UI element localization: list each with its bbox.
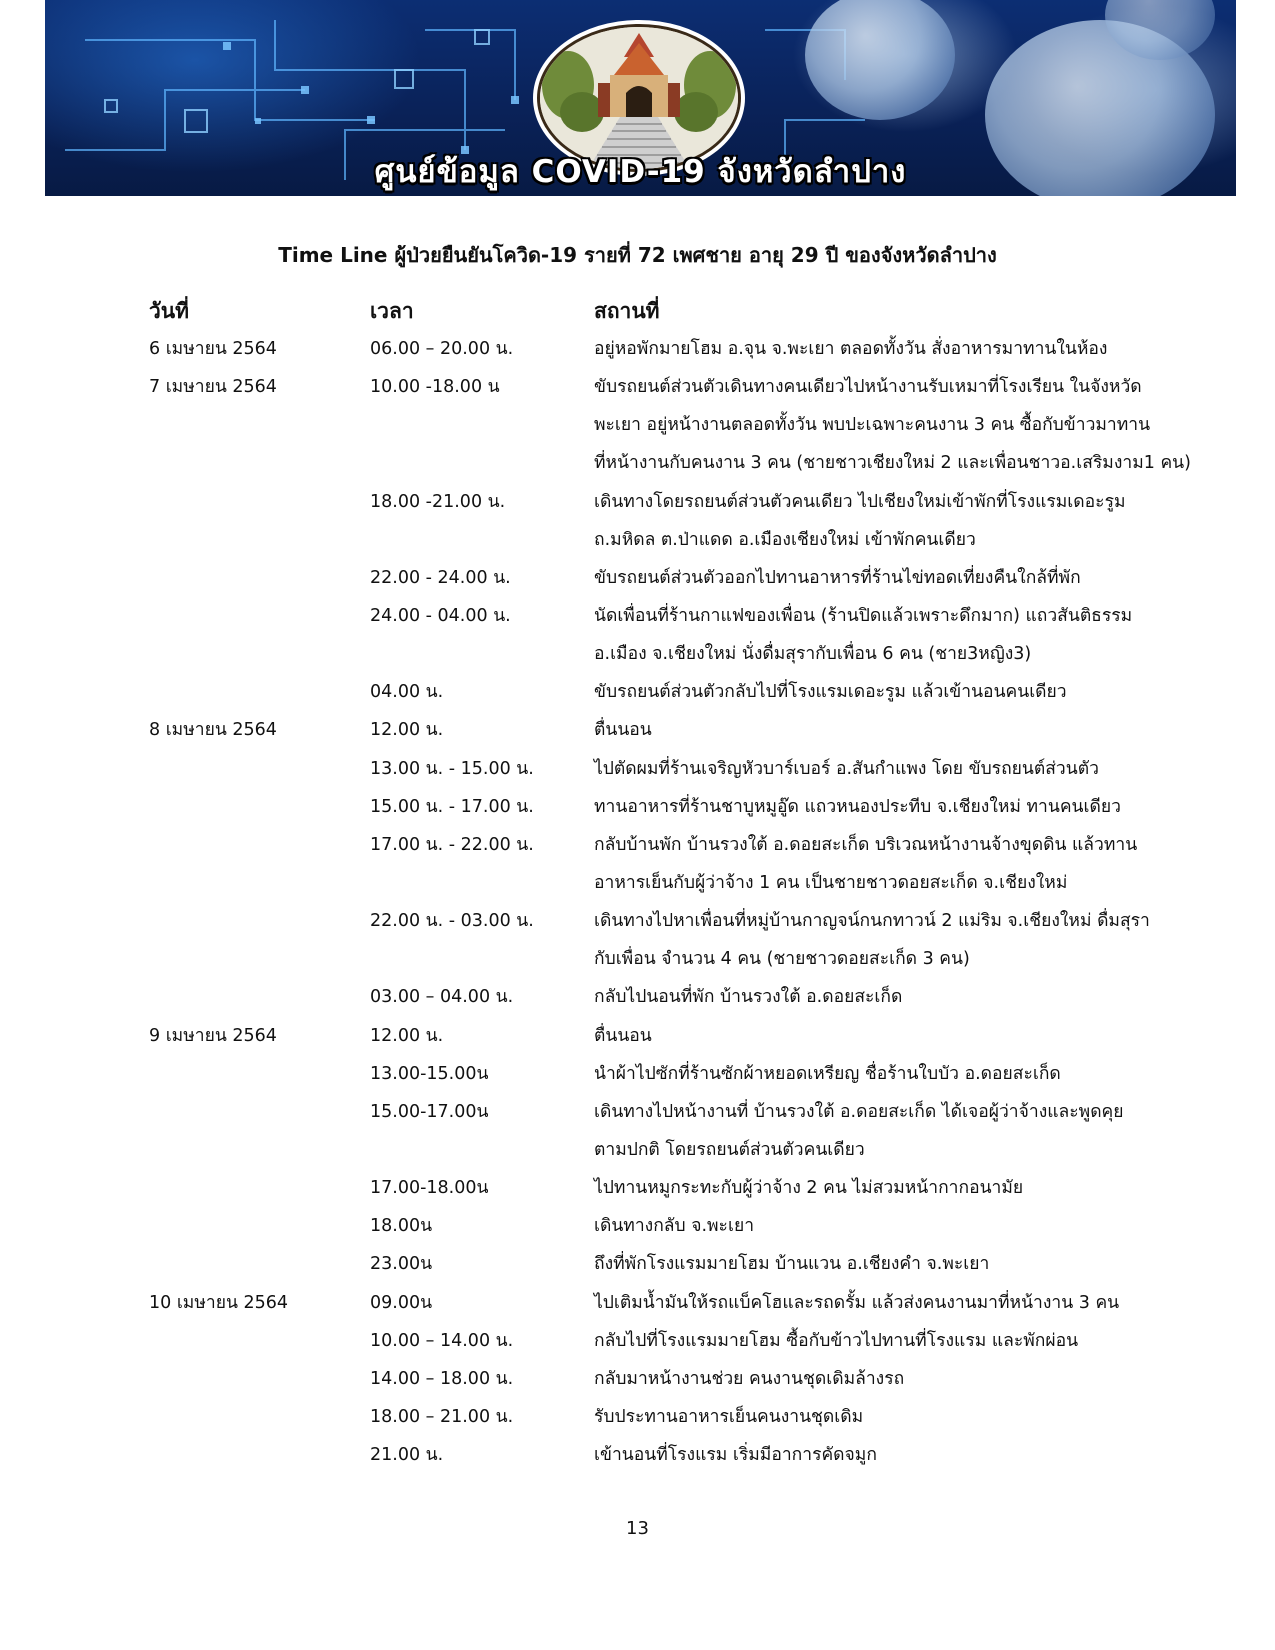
row-time: 17.00-18.00น (370, 1178, 489, 1199)
page-number: 13 (626, 1518, 649, 1539)
row-time: 13.00 น. - 15.00 น. (370, 758, 534, 779)
row-time: 10.00 -18.00 น (370, 377, 500, 398)
row-time: 06.00 – 20.00 น. (370, 339, 514, 359)
timeline-row (0, 375, 1275, 413)
timeline-row (0, 1252, 1275, 1290)
row-place: ขับรถยนต์ส่วนตัวออกไปทานอาหารที่ร้านไข่ทอดเที่ยงคืนใกล้ที่พัก (594, 567, 1081, 588)
row-date: 8 เมษายน 2564 (149, 720, 277, 741)
timeline-row (0, 1443, 1275, 1481)
timeline-row (0, 1176, 1275, 1214)
row-place: อาหารเย็นกับผู้ว่าจ้าง 1 คน เป็นชายชาวดอยสะเก็ด จ.เชียงใหม่ (594, 872, 1068, 893)
row-place: ถึงที่พักโรงแรมมายโฮม บ้านแวน อ.เชียงคำ จ.พะเยา (594, 1254, 990, 1275)
timeline-row (0, 871, 1275, 909)
row-place: ไปตัดผมที่ร้านเจริญหัวบาร์เบอร์ อ.สันกำแพง โดย ขับรถยนต์ส่วนตัว (594, 758, 1099, 779)
row-place: อยู่หอพักมายโฮม อ.จุน จ.พะเยา ตลอดทั้งวัน สั่งอาหารมาทานในห้อง (594, 339, 1108, 359)
timeline-row (0, 833, 1275, 871)
header-banner (45, 0, 1236, 196)
row-time: 18.00 -21.00 น. (370, 491, 506, 512)
timeline-row (0, 1062, 1275, 1100)
row-place: อ.เมือง จ.เชียงใหม่ นั่งดื่มสุรากับเพื่อน 6 คน (ชาย3หญิง3) (594, 644, 1032, 665)
row-time: 17.00 น. - 22.00 น. (370, 834, 534, 855)
banner-title: ศูนย์ข้อมูล COVID-19 จังหวัดลำปาง (374, 154, 907, 190)
row-place: กลับบ้านพัก บ้านรวงใต้ อ.ดอยสะเก็ด บริเวณหน้างานจ้างขุดดิน แล้วทาน (594, 834, 1138, 855)
row-date: 10 เมษายน 2564 (149, 1292, 289, 1313)
timeline-row (0, 413, 1275, 451)
document-title: Time Line ผู้ป่วยยืนยันโควิด-19 รายที่ 72 เพศชาย อายุ 29 ปี ของจังหวัดลำปาง (278, 243, 997, 267)
timeline-row (0, 1367, 1275, 1405)
row-place: เดินทางโดยรถยนต์ส่วนตัวคนเดียว ไปเชียงใหม่เข้าพักที่โรงแรมเดอะรูม (594, 491, 1126, 512)
timeline-row (0, 1329, 1275, 1367)
row-place: รับประทานอาหารเย็นคนงานชุดเดิม (594, 1406, 864, 1427)
timeline-row (0, 642, 1275, 680)
row-time: 10.00 – 14.00 น. (370, 1330, 514, 1351)
row-place: ไปทานหมูกระทะกับผู้ว่าจ้าง 2 คน ไม่สวมหน้ากากอนามัย (594, 1178, 1024, 1199)
row-time: 18.00 – 21.00 น. (370, 1406, 514, 1427)
timeline-row (0, 1100, 1275, 1138)
row-time: 14.00 – 18.00 น. (370, 1368, 514, 1389)
row-place: กลับไปที่โรงแรมมายโฮม ซื้อกับข้าวไปทานที่โรงแรม และพักผ่อน (594, 1330, 1079, 1351)
column-header-place: สถานที่ (594, 299, 660, 323)
row-date: 7 เมษายน 2564 (149, 377, 277, 398)
row-place: ถ.มหิดล ต.ป่าแดด อ.เมืองเชียงใหม่ เข้าพักคนเดียว (594, 529, 976, 550)
row-place: พะเยา อยู่หน้างานตลอดทั้งวัน พบปะเฉพาะคนงาน 3 คน ซื้อกับข้าวมาทาน (594, 415, 1151, 436)
row-place: นัดเพื่อนที่ร้านกาแฟของเพื่อน (ร้านปิดแล้วเพราะดึกมาก) แถวสันติธรรม (594, 605, 1133, 626)
row-date: 6 เมษายน 2564 (149, 339, 277, 359)
row-place: นำผ้าไปซักที่ร้านซักผ้าหยอดเหรียญ ชื่อร้านใบบัว อ.ดอยสะเก็ด (594, 1063, 1061, 1084)
timeline-row (0, 1138, 1275, 1176)
row-time: 04.00 น. (370, 682, 444, 703)
row-place: เดินทางกลับ จ.พะเยา (594, 1216, 755, 1237)
row-date: 9 เมษายน 2564 (149, 1025, 277, 1046)
row-place: ตื่นนอน (594, 1025, 652, 1046)
row-place: เดินทางไปหาเพื่อนที่หมู่บ้านกาญจน์กนกทาวน์ 2 แม่ริม จ.เชียงใหม่ ดื่มสุรา (594, 911, 1150, 932)
row-place: ที่หน้างานกับคนงาน 3 คน (ชายชาวเชียงใหม่ 2 และเพื่อนชาวอ.เสริมงาม1 คน) (594, 453, 1191, 474)
row-time: 13.00-15.00น (370, 1063, 489, 1084)
timeline-row (0, 337, 1275, 375)
row-time: 23.00น (370, 1254, 433, 1275)
timeline-row (0, 1214, 1275, 1252)
timeline-row (0, 985, 1275, 1023)
timeline-row (0, 1024, 1275, 1062)
timeline-row (0, 490, 1275, 528)
timeline-row (0, 451, 1275, 489)
timeline-row (0, 1405, 1275, 1443)
row-place: ตามปกติ โดยรถยนต์ส่วนตัวคนเดียว (594, 1139, 865, 1160)
row-place: ตื่นนอน (594, 720, 652, 741)
row-time: 03.00 – 04.00 น. (370, 987, 514, 1008)
row-time: 12.00 น. (370, 1025, 444, 1046)
timeline-row (0, 947, 1275, 985)
row-place: ขับรถยนต์ส่วนตัวกลับไปที่โรงแรมเดอะรูม แล้วเข้านอนคนเดียว (594, 682, 1067, 703)
row-time: 22.00 - 24.00 น. (370, 567, 511, 588)
column-header-time: เวลา (370, 299, 414, 323)
timeline-row (0, 528, 1275, 566)
timeline-row (0, 909, 1275, 947)
row-time: 21.00 น. (370, 1445, 444, 1466)
timeline-row (0, 1291, 1275, 1329)
row-time: 09.00น (370, 1292, 433, 1313)
row-time: 18.00น (370, 1216, 433, 1237)
timeline-row (0, 795, 1275, 833)
row-time: 12.00 น. (370, 720, 444, 741)
row-time: 22.00 น. - 03.00 น. (370, 911, 534, 932)
row-place: ขับรถยนต์ส่วนตัวเดินทางคนเดียวไปหน้างานรับเหมาที่โรงเรียน ในจังหวัด (594, 377, 1142, 398)
row-place: ไปเติมน้ำมันให้รถแบ็คโฮและรถดรั้ม แล้วส่งคนงานมาที่หน้างาน 3 คน (594, 1292, 1120, 1313)
timeline-row (0, 566, 1275, 604)
column-header-date: วันที่ (149, 299, 189, 323)
row-place: กลับไปนอนที่พัก บ้านรวงใต้ อ.ดอยสะเก็ด (594, 987, 903, 1008)
row-time: 15.00 น. - 17.00 น. (370, 796, 534, 817)
timeline-row (0, 718, 1275, 756)
timeline-row (0, 604, 1275, 642)
timeline-row (0, 757, 1275, 795)
row-time: 15.00-17.00น (370, 1101, 489, 1122)
row-place: กลับมาหน้างานช่วย คนงานชุดเดิมล้างรถ (594, 1368, 905, 1389)
row-place: เดินทางไปหน้างานที่ บ้านรวงใต้ อ.ดอยสะเก็ด ได้เจอผู้ว่าจ้างและพูดคุย (594, 1101, 1124, 1122)
timeline-list (0, 337, 1275, 1481)
row-place: กับเพื่อน จำนวน 4 คน (ชายชาวดอยสะเก็ด 3 คน) (594, 949, 970, 970)
row-place: ทานอาหารที่ร้านชาบูหมูอู๊ด แถวหนองประทีบ จ.เชียงใหม่ ทานคนเดียว (594, 796, 1121, 817)
timeline-row (0, 680, 1275, 718)
row-time: 24.00 - 04.00 น. (370, 605, 511, 626)
row-place: เข้านอนที่โรงแรม เริ่มมีอาการคัดจมูก (594, 1445, 877, 1466)
